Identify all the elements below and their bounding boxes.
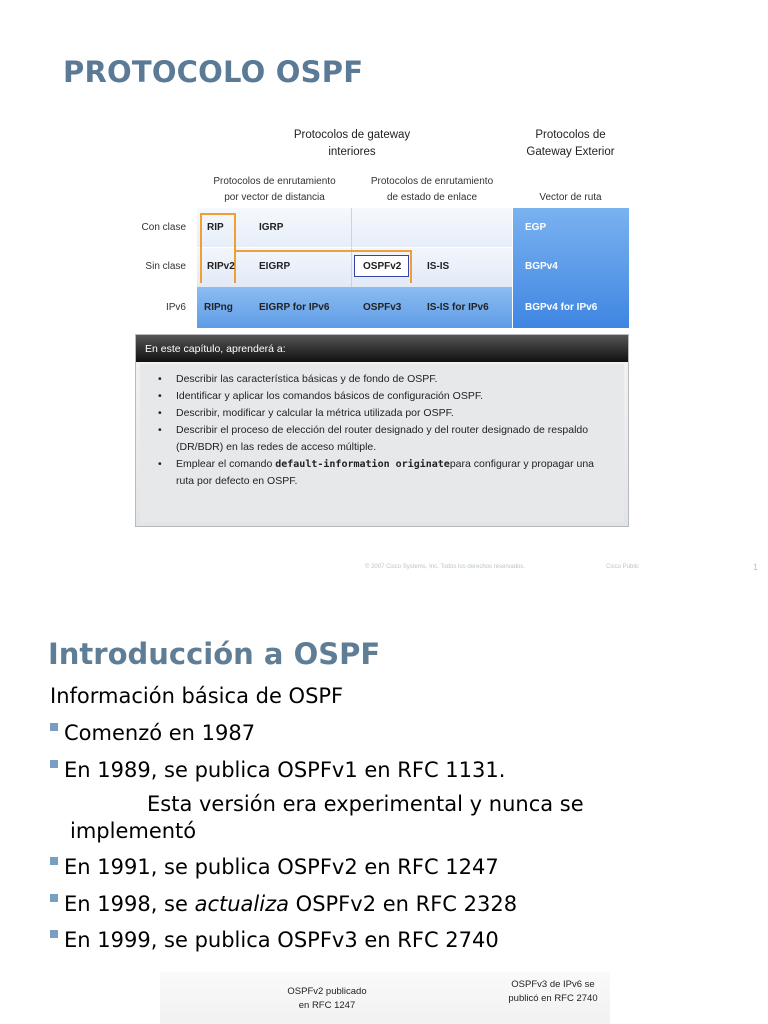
goal-item: • Identificar y aplicar los comandos básicos de configuración OSPF. [154, 388, 614, 405]
bullet-continuation: Esta versión era experimental y nunca se [147, 792, 584, 816]
command-text: default-information originate [275, 459, 450, 470]
chapter-goals-heading: En este capítulo, aprenderá a: [145, 343, 286, 355]
goal-item: • Describir el proceso de elección del router designado y del router designado de respaldo (DR/BDR) en las redes de acceso múltiple. [154, 422, 614, 456]
classification-text: Cisco Public [606, 564, 640, 570]
protocol-isis-ipv6: IS-IS for IPv6 [427, 302, 489, 313]
page-number: 1 [753, 562, 759, 572]
goal-item: • Emplear el comando default-information originatepara configurar y propagar una ruta por defecto en OSPF. [154, 456, 614, 490]
protocol-ospfv3: OSPFv3 [363, 302, 402, 313]
protocol-ospfv2: OSPFv2 [363, 261, 402, 272]
timeline-caption-ospfv3: OSPFv3 de IPv6 se publicó en RFC 2740 [508, 979, 598, 1004]
goal-item: • Describir las característica básicas y de fondo de OSPF. [154, 371, 614, 388]
protocol-bgpv4-ipv6: BGPv4 for IPv6 [525, 302, 598, 313]
slide-subtitle: Información básica de OSPF [50, 684, 344, 708]
path-vector-header: Vector de ruta [539, 192, 602, 203]
row-label-classful: Con clase [141, 222, 186, 233]
protocol-eigrp: EIGRP [259, 261, 291, 272]
protocol-rip: RIP [207, 222, 224, 233]
protocol-ripng: RIPng [204, 302, 233, 313]
timeline-caption-ospfv2: OSPFv2 publicado en RFC 1247 [287, 986, 367, 1011]
slide-title: Introducción a OSPF [48, 637, 381, 671]
square-bullet-icon [50, 894, 58, 902]
row-label-ipv6: IPv6 [165, 302, 186, 313]
protocol-bgpv4: BGPv4 [525, 261, 558, 272]
protocol-egp: EGP [525, 222, 547, 233]
copyright-text: © 2007 Cisco Systems, Inc. Todos los derechos reservados. [365, 564, 526, 570]
protocol-isis: IS-IS [427, 261, 450, 272]
protocol-igrp: IGRP [259, 222, 284, 233]
square-bullet-icon [50, 723, 58, 731]
link-state-header: Protocolos de enrutamiento de estado de enlace [370, 176, 494, 203]
square-bullet-icon [50, 760, 58, 768]
bullet-continuation: implementó [70, 819, 197, 843]
bullet-item: Comenzó en 1987 [50, 721, 255, 745]
bullet-item: En 1991, se publica OSPFv2 en RFC 1247 [50, 855, 499, 879]
chapter-goals-box [135, 334, 629, 527]
row-label-classless: Sin clase [145, 261, 186, 272]
chapter-goals-header [136, 335, 628, 362]
chapter-goals-list [154, 371, 614, 490]
distance-vector-header: Protocolos de enrutamiento por vector de distancia [213, 176, 336, 203]
bullet-item: En 1998, se actualiza OSPFv2 en RFC 2328 [50, 892, 517, 916]
table-cell [352, 208, 512, 248]
protocol-eigrp-ipv6: EIGRP for IPv6 [259, 302, 330, 313]
bullet-item: En 1999, se publica OSPFv3 en RFC 2740 [50, 928, 499, 952]
square-bullet-icon [50, 930, 58, 938]
goal-item: • Describir, modificar y calcular la métrica utilizada por OSPF. [154, 405, 614, 422]
square-bullet-icon [50, 857, 58, 865]
egp-header: Protocolos de Gateway Exterior [526, 129, 615, 158]
protocol-ripv2: RIPv2 [207, 261, 235, 272]
slide-title: PROTOCOLO OSPF [63, 55, 364, 89]
igp-header: Protocolos de gateway interiores [293, 129, 411, 158]
bullet-item: En 1989, se publica OSPFv1 en RFC 1131. [50, 758, 505, 782]
